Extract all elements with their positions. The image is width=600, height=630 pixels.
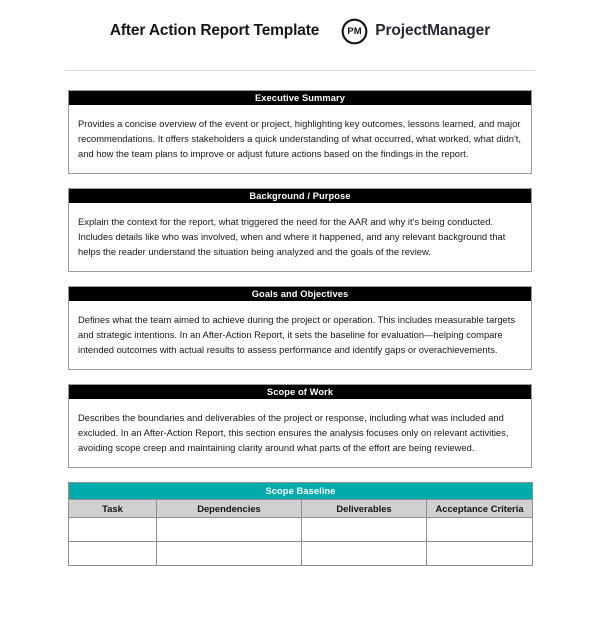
table-cell[interactable] <box>157 518 302 542</box>
table-row <box>69 518 533 542</box>
svg-text:PM: PM <box>347 25 362 37</box>
section-body[interactable]: Defines what the team aimed to achieve during the project or operation. This includes measurable targets and strategic intentions. In an After-Action Report, it sets the baseline for evaluation—helping compare intended outcomes with actual results to assess performance and identify gaps or overachievements. <box>78 314 516 355</box>
column-header-deliverables: Deliverables <box>302 500 427 518</box>
table-row <box>69 542 533 566</box>
table-cell[interactable] <box>302 518 427 542</box>
scope-baseline-table <box>68 482 533 566</box>
pm-circle-logo-icon <box>341 18 368 45</box>
document-header <box>0 0 600 42</box>
section-body[interactable]: Describes the boundaries and deliverables of the project or response, including what was included and excluded. In an After-Action Report, this section ensures the analysis focuses only on relevant activities, avoiding scope creep and maintaining clarity around what parts of the effort are being reviewed. <box>78 412 509 453</box>
column-header-task: Task <box>69 500 157 518</box>
table-cell[interactable] <box>69 518 157 542</box>
table-title: Scope Baseline <box>69 483 533 500</box>
section-heading: Background / Purpose <box>69 189 531 203</box>
page-title: After Action Report Template <box>109 22 320 39</box>
table-cell[interactable] <box>69 542 157 566</box>
column-header-acceptance-criteria: Acceptance Criteria <box>427 500 533 518</box>
section-scope-of-work <box>68 384 532 468</box>
section-background-purpose <box>68 188 532 272</box>
table-cell[interactable] <box>427 542 533 566</box>
section-goals-and-objectives <box>68 286 532 370</box>
section-body[interactable]: Explain the context for the report, what triggered the need for the AAR and why it's being conducted. Includes details like who was involved, when and where it happened, and any relevant background that helps the reader understand the situation being analyzed and the goals of the review. <box>78 216 506 257</box>
section-heading: Executive Summary <box>69 91 531 105</box>
section-heading: Scope of Work <box>69 385 531 399</box>
table-cell[interactable] <box>157 542 302 566</box>
header-divider <box>65 70 535 71</box>
brand-logo <box>341 18 490 45</box>
section-executive-summary <box>68 90 532 174</box>
brand-name: ProjectManager <box>375 22 491 39</box>
column-header-dependencies: Dependencies <box>157 500 302 518</box>
table-cell[interactable] <box>302 542 427 566</box>
table-cell[interactable] <box>427 518 533 542</box>
table-title-row <box>69 483 533 500</box>
section-heading: Goals and Objectives <box>69 287 531 301</box>
document-content <box>68 90 532 566</box>
section-body[interactable]: Provides a concise overview of the event or project, highlighting key outcomes, lessons learned, and major recommendations. It offers stakeholders a quick understanding of what occurred, what worked, what didn't, and how the team plans to improve or adjust future actions based on the findings in the report. <box>78 118 522 159</box>
table-header-row <box>69 500 533 518</box>
